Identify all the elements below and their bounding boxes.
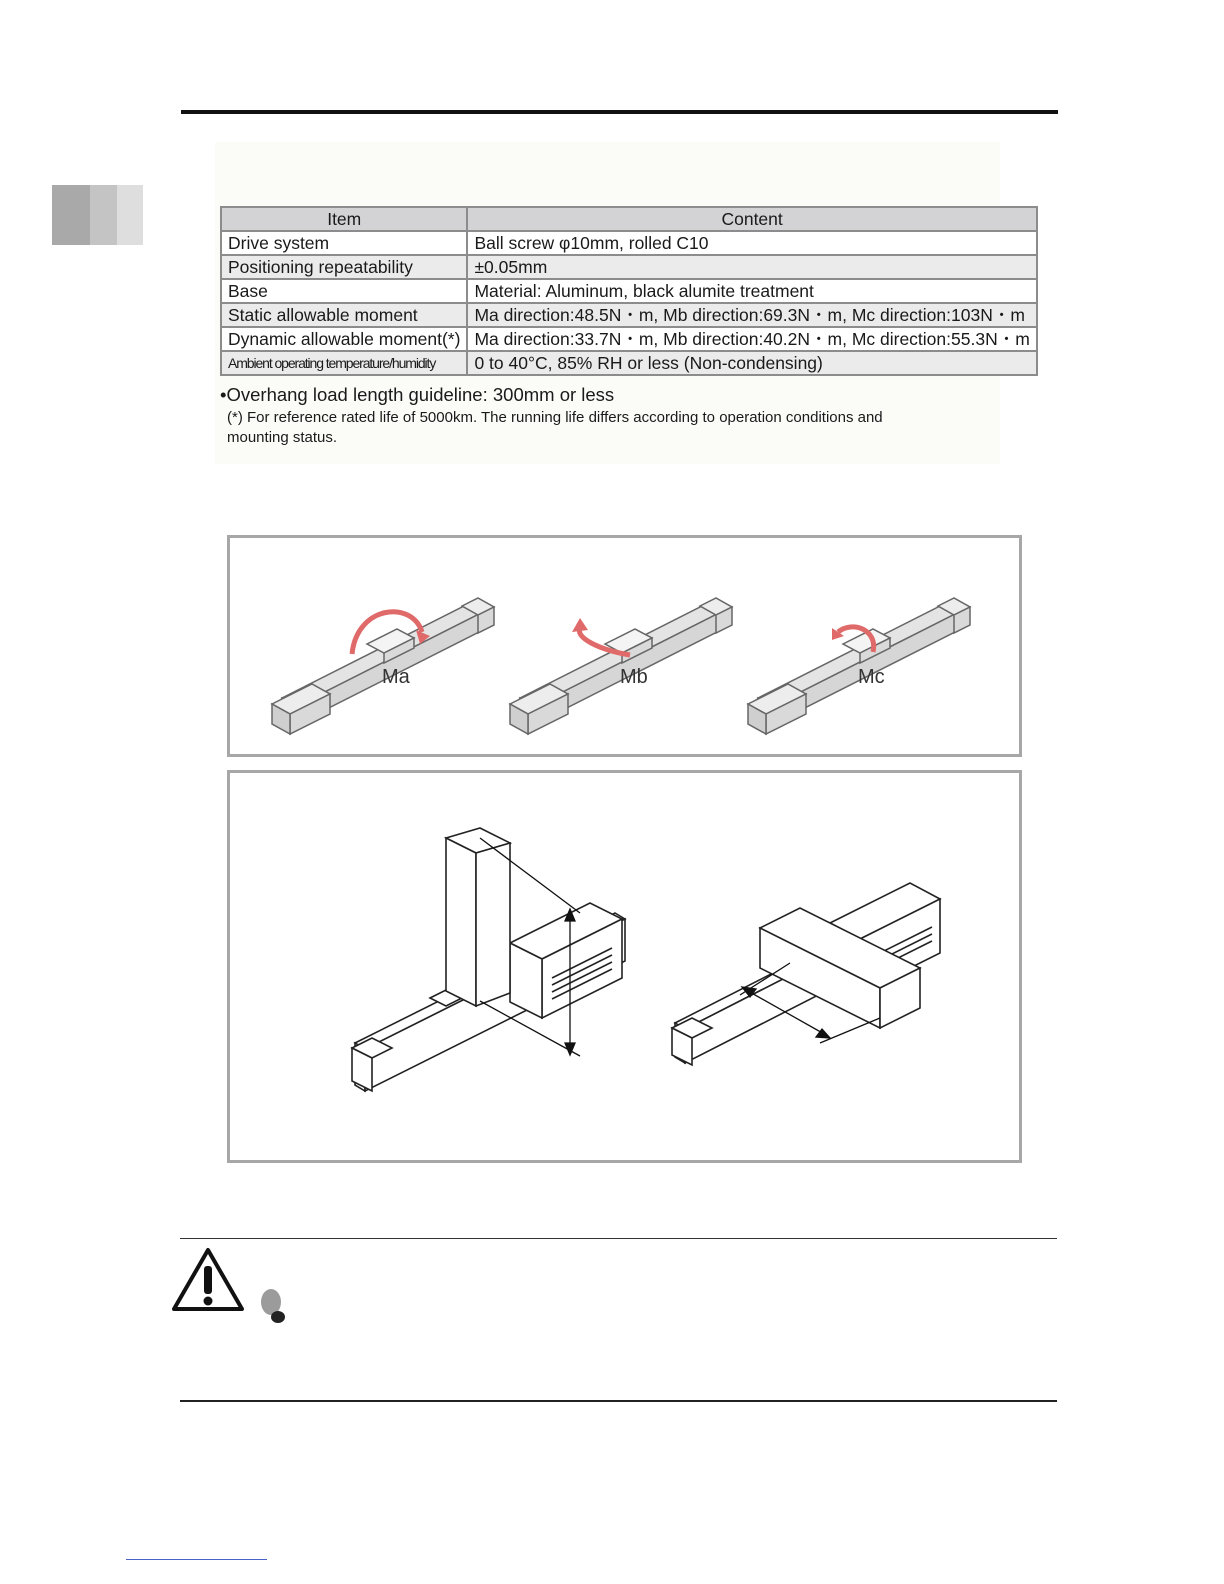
mb-label: Mb [620, 666, 648, 688]
row-content: Ma direction:48.5N・m, Mb direction:69.3N・m, Mc direction:103N・m [467, 303, 1036, 327]
horizontal-load-actuator [672, 883, 940, 1065]
row-content: Ball screw φ10mm, rolled C10 [467, 231, 1036, 255]
warning-icon [171, 1246, 245, 1312]
spec-table [220, 206, 1038, 376]
ma-label: Ma [382, 666, 410, 688]
hint-icon [258, 1286, 288, 1326]
footer-link-underline[interactable] [126, 1559, 267, 1560]
row-item: Base [221, 279, 467, 303]
header-rule [181, 110, 1058, 114]
row-item: Positioning repeatability [221, 255, 467, 279]
header-content: Content [467, 207, 1036, 231]
row-content: Material: Aluminum, black alumite treatment [467, 279, 1036, 303]
moment-direction-figure [227, 535, 1022, 757]
table-row [221, 327, 1037, 351]
table-row [221, 255, 1037, 279]
overhang-note: •Overhang load length guideline: 300mm or less [220, 384, 615, 405]
table-row [221, 303, 1037, 327]
note-rule-bottom [180, 1400, 1057, 1402]
row-content: Ma direction:33.7N・m, Mb direction:40.2N・m, Mc direction:55.3N・m [467, 327, 1036, 351]
table-row [221, 351, 1037, 375]
chapter-tab [52, 185, 143, 245]
row-item: Static allowable moment [221, 303, 467, 327]
overhang-diagrams [230, 773, 1019, 1160]
spec-panel [215, 142, 1030, 464]
table-row [221, 231, 1037, 255]
mc-label: Mc [858, 666, 885, 688]
row-item: Dynamic allowable moment(*) [221, 327, 467, 351]
row-item: Ambient operating temperature/humidity [221, 351, 467, 375]
row-content: ±0.05mm [467, 255, 1036, 279]
overhang-figure [227, 770, 1022, 1163]
moment-diagrams [230, 538, 1019, 754]
row-item: Drive system [221, 231, 467, 255]
footnote: (*) For reference rated life of 5000km. The running life differs according to operation conditions and mounting status. [227, 409, 883, 446]
header-item: Item [221, 207, 467, 231]
row-content: 0 to 40°C, 85% RH or less (Non-condensing) [467, 351, 1036, 375]
table-row [221, 279, 1037, 303]
note-rule [180, 1238, 1057, 1239]
vertical-load-actuator [352, 828, 625, 1091]
